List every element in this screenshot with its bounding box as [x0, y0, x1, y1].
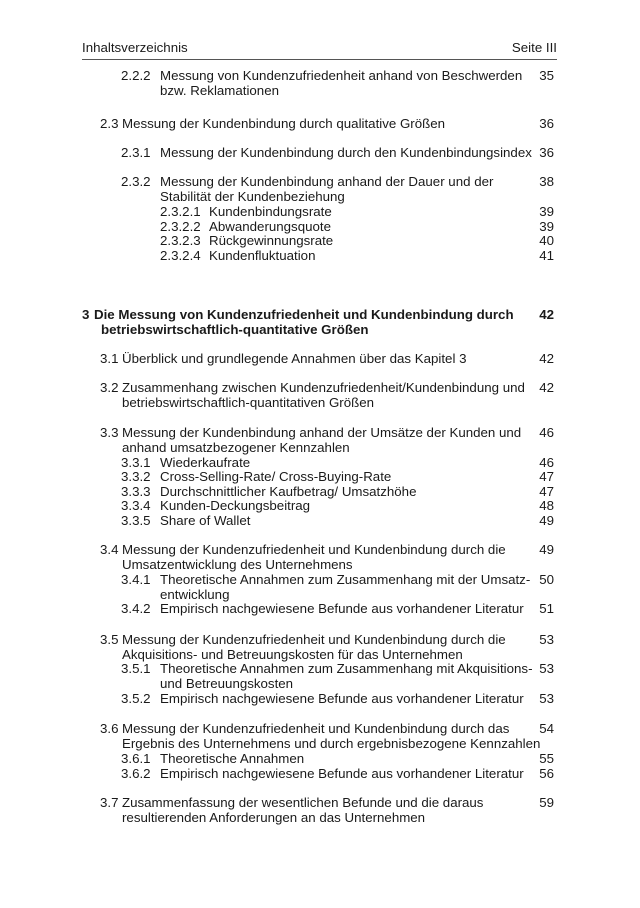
entry-page: 55: [539, 751, 554, 766]
entry-number: 3.6.1: [121, 751, 151, 766]
entry-page: 47: [539, 469, 554, 484]
header-rule: [82, 59, 557, 60]
running-header: [82, 40, 557, 56]
entry-page: 42: [539, 351, 554, 366]
entry-number: 2.3.2.2: [160, 219, 201, 234]
entry-title: Share of Wallet: [160, 513, 251, 528]
header-title: Inhaltsverzeichnis: [82, 40, 188, 55]
entry-title-cont: resultierenden Anforderungen an das Unternehmen: [122, 810, 426, 825]
entry-title-cont: Stabilität der Kundenbeziehung: [160, 189, 345, 204]
entry-title: Messung der Kundenbindung anhand der Umsätze der Kunden und: [122, 425, 522, 440]
entry-number: 2.3.2: [121, 174, 151, 189]
entry-title-cont: entwicklung: [160, 587, 230, 602]
entry-page: 42: [539, 380, 554, 395]
entry-page: 46: [539, 425, 554, 440]
entry-number: 3.3.3: [121, 484, 151, 499]
entry-title: Rückgewinnungsrate: [209, 233, 334, 248]
entry-title: Durchschnittlicher Kaufbetrag/ Umsatzhöhe: [160, 484, 417, 499]
entry-page: 56: [539, 766, 554, 781]
entry-number: 3.5: [100, 632, 119, 647]
entry-number: 3.3.2: [121, 469, 151, 484]
entry-title: Zusammenhang zwischen Kundenzufriedenheit/Kundenbindung und: [122, 380, 525, 395]
entry-number: 3.6.2: [121, 766, 151, 781]
entry-page: 36: [539, 145, 554, 160]
entry-page: 40: [539, 233, 554, 248]
entry-number: 3.2: [100, 380, 119, 395]
entry-title: Die Messung von Kundenzufriedenheit und Kundenbindung durch: [94, 307, 514, 322]
entry-title: Kundenfluktuation: [209, 248, 316, 263]
entry-title: Messung von Kundenzufriedenheit anhand von Beschwerden: [160, 68, 523, 83]
entry-page: 41: [539, 248, 554, 263]
entry-title: Messung der Kundenbindung durch qualitative Größen: [122, 116, 446, 131]
entry-page: 49: [539, 513, 554, 528]
entry-page: 54: [539, 721, 554, 736]
header-page-label: Seite III: [511, 40, 557, 55]
entry-page: 47: [539, 484, 554, 499]
entry-page: 42: [539, 307, 554, 322]
entry-title: Messung der Kundenzufriedenheit und Kundenbindung durch das: [122, 721, 510, 736]
entry-page: 53: [539, 632, 554, 647]
entry-number: 3: [82, 307, 90, 322]
entry-page: 53: [539, 661, 554, 676]
entry-page: 39: [539, 204, 554, 219]
entry-page: 39: [539, 219, 554, 234]
entry-title: Messung der Kundenbindung anhand der Dauer und der: [160, 174, 494, 189]
entry-number: 2.3.2.1: [160, 204, 201, 219]
entry-number: 3.3: [100, 425, 119, 440]
entry-title: Empirisch nachgewiesene Befunde aus vorhandener Literatur: [160, 766, 524, 781]
entry-number: 3.7: [100, 795, 119, 810]
entry-number: 3.4: [100, 542, 119, 557]
entry-page: 48: [539, 498, 554, 513]
entry-title: Wiederkaufrate: [160, 455, 251, 470]
entry-number: 3.3.4: [121, 498, 151, 513]
entry-title-cont: bzw. Reklamationen: [160, 83, 279, 98]
entry-title-cont: betriebswirtschaftlich-quantitativen Größen: [122, 395, 375, 410]
entry-number: 3.3.5: [121, 513, 151, 528]
entry-title: Messung der Kundenzufriedenheit und Kundenbindung durch die: [122, 632, 506, 647]
entry-title: Zusammenfassung der wesentlichen Befunde und die daraus: [122, 795, 484, 810]
entry-title: Cross-Selling-Rate/ Cross-Buying-Rate: [160, 469, 392, 484]
entry-number: 2.3.1: [121, 145, 151, 160]
entry-title: Messung der Kundenbindung durch den Kundenbindungsindex: [160, 145, 532, 160]
entry-number: 3.3.1: [121, 455, 151, 470]
entry-title: Empirisch nachgewiesene Befunde aus vorhandener Literatur: [160, 691, 524, 706]
entry-page: 35: [539, 68, 554, 83]
entry-page: 50: [539, 572, 554, 587]
entry-title: Theoretische Annahmen zum Zusammenhang mit Akquisitions-: [160, 661, 533, 676]
entry-number: 3.5.1: [121, 661, 151, 676]
entry-number: 3.4.2: [121, 601, 151, 616]
entry-number: 2.3.2.3: [160, 233, 201, 248]
entry-number: 3.4.1: [121, 572, 151, 587]
entry-title: Abwanderungsquote: [209, 219, 331, 234]
entry-title-cont: Umsatzentwicklung des Unternehmens: [122, 557, 353, 572]
entry-page: 36: [539, 116, 554, 131]
entry-page: 46: [539, 455, 554, 470]
entry-title-cont: Akquisitions- und Betreuungskosten für das Unternehmen: [122, 647, 463, 662]
entry-number: 2.2.2: [121, 68, 151, 83]
entry-number: 3.1: [100, 351, 119, 366]
entry-title: Theoretische Annahmen: [160, 751, 305, 766]
entry-title: Überblick und grundlegende Annahmen über das Kapitel 3: [122, 351, 467, 366]
entry-number: 2.3: [100, 116, 119, 131]
entry-title-cont: betriebswirtschaftlich-quantitative Größen: [101, 322, 369, 337]
entry-page: 53: [539, 691, 554, 706]
entry-title-cont: und Betreuungskosten: [160, 676, 294, 691]
entry-page: 51: [539, 601, 554, 616]
entry-title-cont: Ergebnis des Unternehmens und durch ergebnisbezogene Kennzahlen: [122, 736, 541, 751]
entry-number: 3.6: [100, 721, 119, 736]
entry-title: Messung der Kundenzufriedenheit und Kundenbindung durch die: [122, 542, 506, 557]
entry-title-cont: anhand umsatzbezogener Kennzahlen: [122, 440, 350, 455]
entry-number: 3.5.2: [121, 691, 151, 706]
entry-title: Empirisch nachgewiesene Befunde aus vorhandener Literatur: [160, 601, 524, 616]
entry-page: 59: [539, 795, 554, 810]
entry-title: Kundenbindungsrate: [209, 204, 332, 219]
entry-page: 38: [539, 174, 554, 189]
entry-number: 2.3.2.4: [160, 248, 201, 263]
entry-title: Kunden-Deckungsbeitrag: [160, 498, 311, 513]
entry-title: Theoretische Annahmen zum Zusammenhang mit der Umsatz-: [160, 572, 531, 587]
entry-page: 49: [539, 542, 554, 557]
